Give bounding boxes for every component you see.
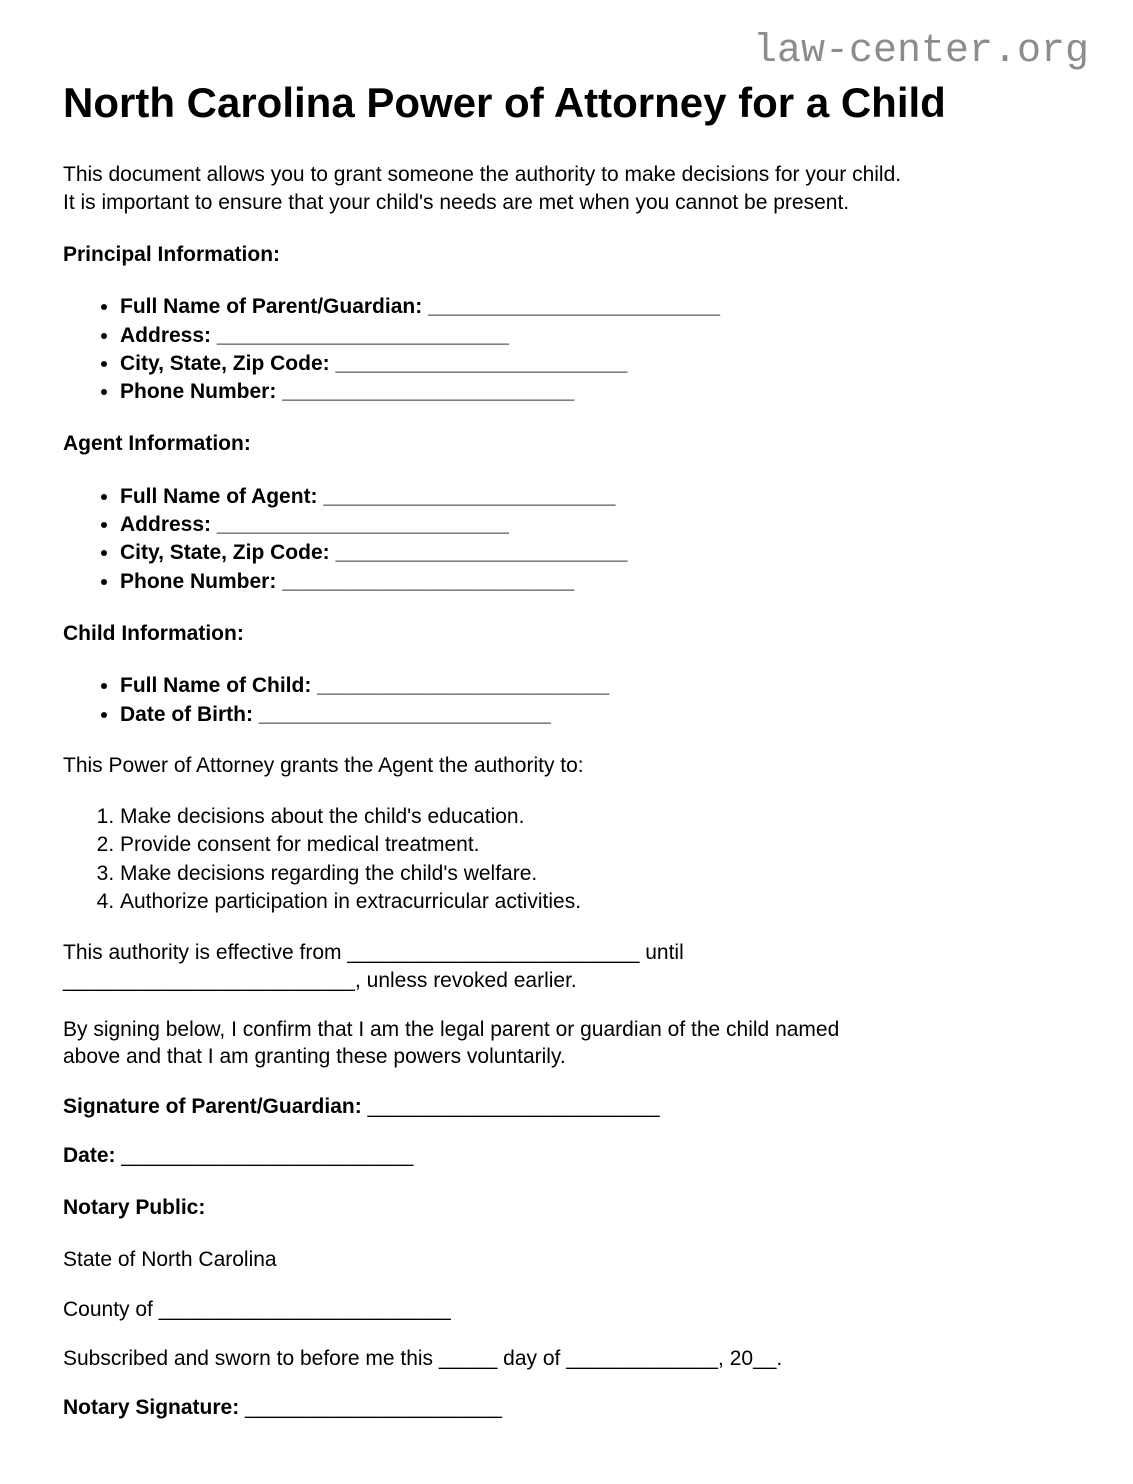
field-parent-name	[120, 293, 1073, 320]
field-label: Full Name of Agent:	[120, 484, 318, 508]
sworn-text-pre: Subscribed and sworn to before me this	[63, 1347, 434, 1370]
confirmation-line-2: above and that I am granting these powers voluntarily.	[63, 1045, 566, 1069]
field-child-dob	[120, 701, 1073, 728]
intro-paragraph	[63, 161, 1073, 216]
effective-until-blank[interactable]: _________________________	[63, 968, 355, 992]
field-label: City, State, Zip Code:	[120, 541, 330, 565]
field-label: Full Name of Parent/Guardian:	[120, 295, 423, 319]
signature-line	[63, 1093, 1073, 1120]
intro-line-2: It is important to ensure that your child's needs are met when you cannot be present.	[63, 190, 850, 214]
field-child-name	[120, 672, 1073, 699]
agent-name-blank[interactable]: _________________________	[323, 484, 616, 508]
agent-city-state-zip-blank[interactable]: _________________________	[335, 541, 628, 565]
field-parent-phone	[120, 378, 1073, 405]
authority-item: 3. Make decisions regarding the child's welfare.	[120, 860, 1073, 887]
site-logo[interactable]: law-center.org	[752, 29, 1089, 74]
sworn-day-blank[interactable]: _____	[438, 1347, 498, 1370]
field-agent-address	[120, 511, 1073, 538]
parent-city-state-zip-blank[interactable]: _________________________	[335, 351, 628, 375]
field-label: Address:	[120, 513, 212, 537]
notary-heading: Notary Public:	[63, 1196, 206, 1220]
county-line	[63, 1296, 1073, 1323]
field-label: Date of Birth:	[120, 702, 253, 726]
notary-signature-line	[63, 1394, 1073, 1421]
child-name-blank[interactable]: _________________________	[317, 674, 610, 698]
authority-item: 4. Authorize participation in extracurricular activities.	[120, 888, 1073, 915]
county-blank[interactable]: _________________________	[158, 1297, 451, 1321]
parent-phone-blank[interactable]: _________________________	[282, 380, 575, 404]
field-agent-name	[120, 483, 1073, 510]
field-label: Address:	[120, 323, 212, 347]
child-dob-blank[interactable]: _________________________	[258, 702, 551, 726]
authority-lead: This Power of Attorney grants the Agent the authority to:	[63, 753, 584, 777]
field-label: City, State, Zip Code:	[120, 351, 330, 375]
agent-section-heading: Agent Information:	[63, 432, 251, 456]
field-label: Full Name of Child:	[120, 674, 312, 698]
agent-phone-blank[interactable]: _________________________	[282, 569, 575, 593]
field-agent-city-state-zip	[120, 539, 1073, 566]
effective-text-until: until	[645, 941, 684, 965]
authority-item: 2. Provide consent for medical treatment.	[120, 831, 1073, 858]
field-label: Phone Number:	[120, 569, 277, 593]
child-fields-list	[63, 672, 1073, 728]
sworn-line	[63, 1345, 1073, 1372]
authority-list	[63, 803, 1073, 915]
confirmation-line-1: By signing below, I confirm that I am the legal parent or guardian of the child named	[63, 1017, 840, 1041]
notary-signature-blank[interactable]: ______________________	[245, 1396, 502, 1420]
effective-paragraph	[63, 939, 1073, 994]
date-line	[63, 1142, 1073, 1169]
field-parent-city-state-zip	[120, 350, 1073, 377]
sworn-text-mid: day of	[503, 1347, 561, 1370]
field-label: Phone Number:	[120, 380, 277, 404]
notary-signature-label: Notary Signature:	[63, 1396, 240, 1420]
effective-text-post: , unless revoked earlier.	[354, 968, 577, 992]
principal-fields-list	[63, 293, 1073, 405]
county-label: County of	[63, 1297, 153, 1321]
agent-fields-list	[63, 483, 1073, 595]
signature-label: Signature of Parent/Guardian:	[63, 1094, 362, 1118]
agent-address-blank[interactable]: _________________________	[216, 513, 509, 537]
child-section-heading: Child Information:	[63, 621, 244, 645]
field-agent-phone	[120, 568, 1073, 595]
notary-state-line: State of North Carolina	[63, 1248, 277, 1272]
field-parent-address	[120, 322, 1073, 349]
authority-item: 1. Make decisions about the child's education.	[120, 803, 1073, 830]
parent-address-blank[interactable]: _________________________	[216, 323, 509, 347]
date-label: Date:	[63, 1143, 116, 1167]
effective-text-pre: This authority is effective from	[63, 941, 342, 965]
date-blank[interactable]: _________________________	[121, 1143, 414, 1167]
sworn-month-blank[interactable]: _____________	[566, 1347, 719, 1370]
confirmation-paragraph	[63, 1016, 1073, 1071]
intro-line-1: This document allows you to grant someone the authority to make decisions for your child.	[63, 163, 902, 187]
sworn-year-text: , 20__.	[718, 1347, 783, 1370]
effective-from-blank[interactable]: _________________________	[347, 941, 640, 965]
page-title: North Carolina Power of Attorney for a Child	[63, 79, 946, 126]
parent-name-blank[interactable]: _________________________	[428, 295, 721, 319]
signature-blank[interactable]: _________________________	[367, 1094, 660, 1118]
principal-section-heading: Principal Information:	[63, 242, 281, 266]
